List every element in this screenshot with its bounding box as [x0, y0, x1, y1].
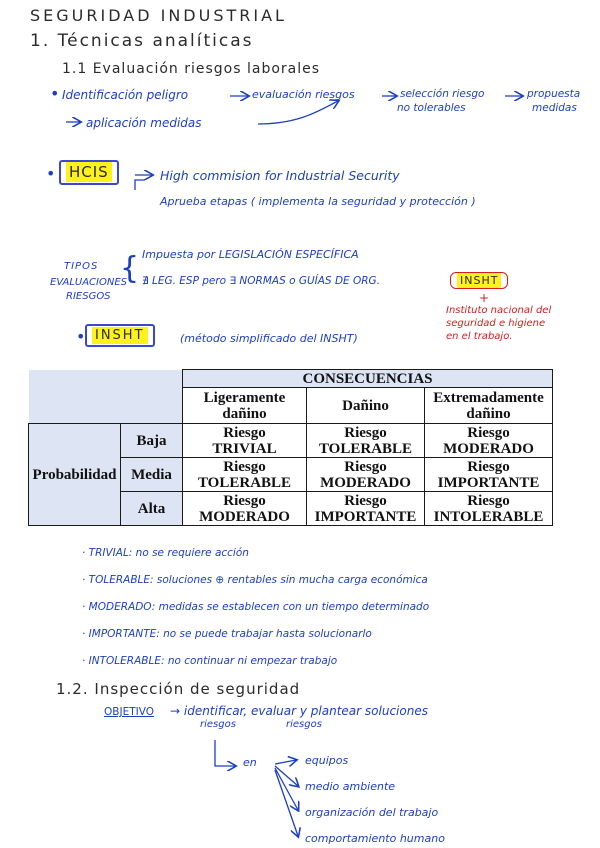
flow-evaluacion-riesgos: evaluación riesgos [252, 88, 355, 101]
hcis-etapas: Aprueba etapas ( implementa la seguridad y protección ) [160, 195, 476, 208]
target-organizacion-trabajo: organización del trabajo [305, 806, 439, 819]
cell-baja-danino: Riesgo TOLERABLE [307, 424, 425, 458]
tipos-label-3: RIESGOS [66, 291, 111, 302]
bullet-dot: • [46, 164, 56, 183]
arrow-en-to-organizacion [275, 768, 298, 810]
objetivo-under-riesgos-2: riesgos [286, 719, 322, 730]
insht-note-3: en el trabajo. [446, 331, 513, 342]
en-label: en [243, 756, 257, 769]
tipos-branch-legislacion: Impuesta por LEGISLACIÓN ESPECÍFICA [142, 248, 359, 261]
tipos-label-2: EVALUACIONES [50, 277, 128, 288]
cell-alta-extremadamente: Riesgo INTOLERABLE [425, 492, 553, 526]
arrow-en-to-comportamiento [275, 770, 298, 836]
insht-note-1: Instituto nacional del [446, 305, 552, 316]
matrix-corner [29, 370, 183, 424]
row-label-alta: Alta [121, 492, 183, 526]
plus-sign: + [479, 291, 490, 305]
subsection-1-2-heading: 1.2. Inspección de seguridad [56, 680, 301, 698]
insht-label: INSHT [92, 327, 148, 344]
cell-alta-ligeramente: Riesgo MODERADO [183, 492, 307, 526]
arrow-en-to-medio [275, 766, 298, 786]
col-header-ligeramente-danino: Ligeramente dañino [183, 388, 307, 424]
flow-medidas: medidas [532, 102, 577, 114]
row-label-media: Media [121, 458, 183, 492]
page-title: SEGURIDAD INDUSTRIAL [30, 6, 287, 25]
subsection-1-1-heading: 1.1 Evaluación riesgos laborales [62, 61, 321, 77]
cell-baja-extremadamente: Riesgo MODERADO [425, 424, 553, 458]
flow-seleccion-riesgo: selección riesgo [400, 88, 485, 100]
arrow-en-to-equipos [275, 760, 296, 764]
target-medio-ambiente: medio ambiente [305, 780, 396, 793]
insht-ref-label: INSHT [457, 273, 501, 288]
hcis-badge [59, 160, 119, 185]
row-label-baja: Baja [121, 424, 183, 458]
level-tolerable: · TOLERABLE: soluciones ⊕ rentables sin mucha carga económica [82, 574, 428, 586]
section-1-heading: 1. Técnicas analíticas [30, 31, 254, 51]
col-header-extremadamente-danino: Extremadamente dañino [425, 388, 553, 424]
flow-aplicacion-medidas: aplicación medidas [86, 116, 202, 130]
hcis-description: High commision for Industrial Security [160, 168, 400, 183]
risk-matrix-table [28, 369, 553, 526]
objetivo-label: OBJETIVO [104, 706, 154, 718]
tipos-label-1: TIPOS [64, 261, 99, 272]
cell-alta-danino: Riesgo IMPORTANTE [307, 492, 425, 526]
probability-header: Probabilidad [29, 424, 121, 526]
arrow-hcis-bracket [135, 180, 145, 190]
level-moderado: · MODERADO: medidas se establecen con un tiempo determinado [82, 601, 430, 613]
insht-ref-box [450, 272, 508, 289]
objetivo-text: → identificar, evaluar y plantear soluciones [170, 704, 428, 718]
target-equipos: equipos [305, 754, 349, 767]
arrow-aplicacion-to-evaluacion [258, 101, 338, 124]
flow-propuesta: propuesta [527, 88, 581, 100]
cell-baja-ligeramente: Riesgo TRIVIAL [183, 424, 307, 458]
tipos-brace: { [120, 251, 140, 286]
insht-description: (método simplificado del INSHT) [180, 332, 358, 345]
level-intolerable: · INTOLERABLE: no continuar ni empezar trabajo [82, 655, 338, 667]
objetivo-under-riesgos-1: riesgos [200, 719, 236, 730]
hcis-label: HCIS [66, 162, 112, 182]
insht-badge [85, 324, 155, 347]
arrow-objetivo-branch [215, 740, 235, 766]
target-comportamiento-humano: comportamiento humano [305, 832, 445, 845]
cell-media-ligeramente: Riesgo TOLERABLE [183, 458, 307, 492]
flow-no-tolerables: no tolerables [397, 102, 466, 114]
bullet-dot: • [50, 84, 60, 103]
level-importante: · IMPORTANTE: no se puede trabajar hasta solucionarlo [82, 628, 372, 640]
level-trivial: · TRIVIAL: no se requiere acción [82, 547, 249, 559]
insht-note-2: seguridad e higiene [446, 318, 546, 329]
cell-media-extremadamente: Riesgo IMPORTANTE [425, 458, 553, 492]
col-header-danino: Dañino [307, 388, 425, 424]
cell-media-danino: Riesgo MODERADO [307, 458, 425, 492]
consequences-header: CONSECUENCIAS [183, 370, 553, 388]
bullet-dot: • [76, 327, 86, 346]
tipos-branch-normas: ∄ LEG. ESP pero ∃ NORMAS o GUÍAS DE ORG. [142, 275, 381, 287]
flow-identificacion-peligro: Identificación peligro [62, 88, 189, 102]
